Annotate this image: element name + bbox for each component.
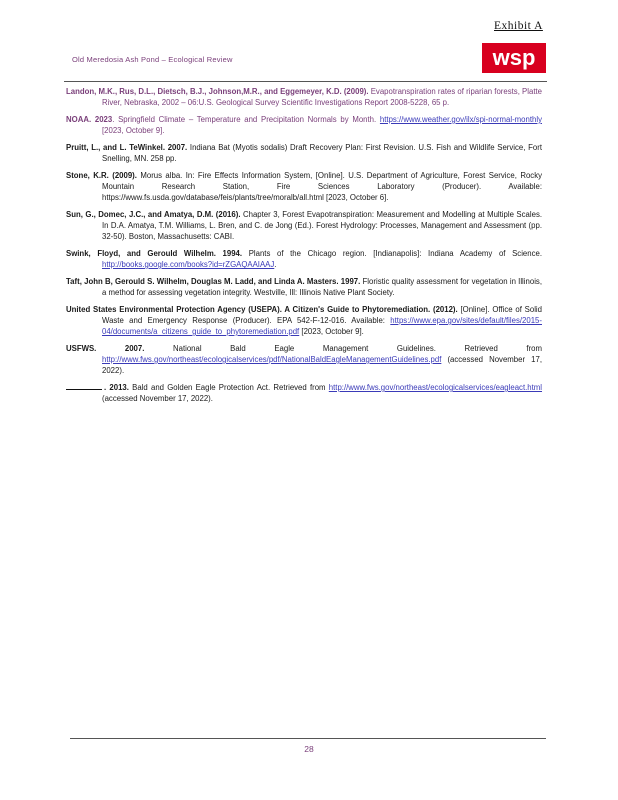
reference-entry [66, 248, 542, 270]
reference-list [66, 86, 542, 410]
page-number: 28 [304, 744, 314, 754]
reference-author: NOAA. 2023 [66, 115, 113, 124]
reference-text: National Bald Eagle Management Guidelines. Retrieved from [144, 344, 543, 353]
header-rule [64, 81, 547, 82]
reference-entry [66, 86, 542, 108]
reference-author: Landon, M.K., Rus, D.L., Dietsch, B.J., Johnson,M.R., and Eggemeyer, K.D. (2009). [66, 87, 369, 96]
reference-author: . 2013. [104, 383, 129, 392]
reference-entry [66, 209, 542, 242]
reference-entry [66, 114, 542, 136]
reference-tail: [2023, October 9]. [299, 327, 364, 336]
reference-link[interactable]: https://www.weather.gov/ilx/spi-normal-monthly [379, 115, 542, 124]
reference-entry [66, 343, 542, 376]
reference-tail: (accessed November 17, 2022). [102, 355, 542, 375]
reference-author: Pruitt, L., and L. TeWinkel. 2007. [66, 143, 188, 152]
repeat-author-blank [66, 382, 102, 390]
reference-text: Chapter 3, Forest Evapotranspiration: Measurement and Modelling at Multiple Scales. In D.A. Amatya, T.M. Williams, L. Bren, and C. de Jong (Ed.). Forest Hydrology: Processes, Management and Assessment (pp. 32-50). Boston, Massachusetts: CABI. [102, 210, 543, 241]
reference-author: Stone, K.R. (2009). [66, 171, 137, 180]
reference-link[interactable]: http://books.google.com/books?id=rZGAQAAIAAJ [102, 260, 275, 269]
wsp-logo [482, 43, 546, 73]
logo-text: wsp [492, 45, 536, 70]
reference-entry [66, 170, 542, 203]
reference-entry [66, 276, 542, 298]
reference-tail: (accessed November 17, 2022). [102, 394, 213, 403]
reference-author: Swink, Floyd, and Gerould Wilhelm. 1994. [66, 249, 243, 258]
reference-link[interactable]: https://www.epa.gov/sites/default/files/2015-04/documents/a_citizens_guide_to_phytoremediation.pdf [102, 316, 542, 336]
reference-tail: [2023, October 9]. [102, 126, 165, 135]
reference-entry [66, 304, 542, 337]
reference-text: Bald and Golden Eagle Protection Act. Retrieved from [128, 383, 329, 392]
reference-text: Floristic quality assessment for vegetation in Illinois, a method for assessing vegetation integrity. Westville, Ill: Illinois Native Plant Society. [102, 277, 542, 297]
reference-text: Evapotranspiration rates of riparian forests, Platte River, Nebraska, 2002 – 06:U.S. Geological Survey Scientific Investigations Report 2008-5228, 65 p. [102, 87, 542, 107]
reference-author: USFWS. 2007. [66, 344, 145, 353]
reference-link[interactable]: http://www.fws.gov/northeast/ecologicalservices/pdf/NationalBaldEagleManagementGuidelines.pdf [102, 355, 442, 364]
reference-text: Morus alba. In: Fire Effects Information System, [Online]. U.S. Department of Agriculture, Forest Service, Rocky Mountain Research Station, Fire Sciences Laboratory (Producer). Available: https://www.fs.usda.gov/database/feis/plants/tree/moralb/all.html [2023, October 6]. [102, 171, 542, 202]
reference-author: Taft, John B, Gerould S. Wilhelm, Douglas M. Ladd, and Linda A. Masters. 1997. [66, 277, 361, 286]
reference-text: . Springfield Climate – Temperature and Precipitation Normals by Month. [112, 115, 380, 124]
reference-text: Indiana Bat (Myotis sodalis) Draft Recovery Plan: First Revision. U.S. Fish and Wildlife Service, Fort Snelling, MN. 258 pp. [102, 143, 542, 163]
document-header: Old Meredosia Ash Pond – Ecological Review [72, 55, 233, 64]
reference-text: Plants of the Chicago region. [Indianapolis]: Indiana Academy of Science. [242, 249, 542, 258]
exhibit-label: Exhibit A [494, 20, 543, 32]
reference-author: Sun, G., Domec, J.C., and Amatya, D.M. (2016). [66, 210, 241, 219]
footer-rule [70, 738, 546, 739]
reference-text: [Online]. Office of Solid Waste and Emergency Response (Producer). EPA 542-F-12-016. Available: [102, 305, 542, 325]
reference-author: United States Environmental Protection Agency (USEPA). A Citizen's Guide to Phytoremediation. (2012). [66, 305, 458, 314]
reference-entry [66, 382, 542, 404]
reference-link[interactable]: http://www.fws.gov/northeast/ecologicalservices/eagleact.html [328, 383, 543, 392]
reference-tail: . [274, 260, 277, 269]
reference-entry [66, 142, 542, 164]
